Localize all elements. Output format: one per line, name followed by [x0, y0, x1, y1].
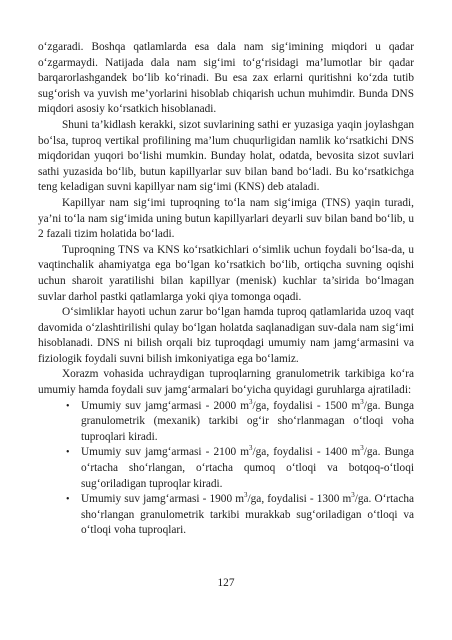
list-item — [38, 492, 414, 539]
bullet-list — [38, 399, 414, 539]
bullet-text-useful: /ga, foydalisi - 1300 m — [247, 493, 352, 506]
superscript: 3 — [360, 444, 364, 453]
bullet-text-tail: /ga. O‘rtacha sho‘rlangan granulometrik tarkibi murakkab sug‘oriladigan o‘tloqi va o‘tloqi voha tuproqlari. — [81, 493, 414, 537]
bullet-text-total: Umumiy suv jamg‘armasi - 2000 m — [81, 399, 250, 412]
bullet-icon: • — [66, 447, 70, 459]
paragraph-osimliklar: O‘simliklar hayoti uchun zarur bo‘lgan hamda tuproq qatlamlarida uzoq vaqt davomida o‘zlashtirilishi qulay bo‘lgan holatda saqlanadigan suv-dala nam sig‘imi hisoblanadi. DNS ni bilish orqali biz tuproqdagi umumiy nam jamg‘armasini va fiziologik foydali suvni bilish imkoniyatiga ega bo‘lamiz. — [38, 306, 414, 365]
bullet-text-total: Umumiy suv jamg‘armasi - 2100 m — [81, 446, 250, 459]
bullet-icon: • — [66, 494, 70, 506]
superscript: 3 — [244, 491, 248, 500]
paragraph-xorazm: Xorazm vohasida uchraydigan tuproqlarning granulometrik tarkibiga ko‘ra umumiy hamda foydali suv jamg‘armalari bo‘yicha quyidagi guruhlarga ajratiladi: — [38, 368, 414, 397]
superscript: 3 — [249, 397, 253, 406]
paragraph-kapillyar-nam: Kapillyar nam sig‘imi tuproqning to‘la nam sig‘imiga (TNS) yaqin turadi, ya’ni to‘la nam sig‘imida uning butun kapillyarlari deyarli suv bilan band bo‘lib, u 2 fazali tizim holatida bo‘ladi. — [38, 196, 414, 241]
bullet-text-total: Umumiy suv jamg‘armasi - 1900 m — [81, 493, 245, 506]
list-item — [38, 445, 414, 492]
paragraph-sizot-suvlari: Shuni ta’kidlash kerakki, sizot suvlarining sathi er yuzasiga yaqin joylashgan bo‘lsa, tuproq vertikal profilining ma’lum chuqurligidan namlik ko‘rsatkichi DNS miqdoridan yuqori bo‘lishi mumkin. Bunday holat, odatda, bevosita sizot suvlari sathi yuzasida bo‘lib, butun kapillyarlar suv bilan band bo‘ladi. Bu ko‘rsatkichga teng keladigan suvni kapillyar nam sig‘imi (KNS) deb ataladi. — [38, 118, 414, 194]
bullet-text-tail: /ga. Bunga granulometrik (mexanik) tarkibi og‘ir sho‘rlanmagan o‘tloqi voha tuproqlari kiradi. — [81, 399, 414, 443]
bullet-text-useful: /ga, foydalisi - 1500 m — [252, 399, 361, 412]
list-item — [38, 399, 414, 446]
superscript: 3 — [249, 444, 253, 453]
paragraph-continued: o‘zgaradi. Boshqa qatlamlarda esa dala nam sig‘imining miqdori u qadar o‘zgarmaydi. Natijada dala nam sig‘imi to‘g‘risidagi ma’lumotlar bir qadar barqarorlashgandek bo‘lib ko‘rinadi. Bu esa zax erlarni quritishni ko‘zda tutib sug‘orish va yuvish me’yorlarini hisoblab chiqarish uchun muhimdir. Bunda DNS miqdori asosiy ko‘rsatkich hisoblanadi. — [38, 41, 414, 116]
bullet-text-useful: /ga, foydalisi - 1400 m — [252, 446, 361, 459]
paragraph-tns-kns: Tuproqning TNS va KNS ko‘rsatkichlari o‘simlik uchun foydali bo‘lsa-da, u vaqtinchalik ahamiyatga ega bo‘lgan ko‘rsatkich bo‘lib, ortiqcha suvning oqishi uchun sharoit yaratilishi bilan kapillyar (menisk) kuchlar ta’sirida bo‘lmagan suvlar darhol pastki qatlamlarga yoki qiya tomonga oqadi. — [38, 243, 414, 303]
bullet-text-tail: /ga. Bunga o‘rtacha sho‘rlangan, o‘rtacha qumoq o‘tloqi va botqoq-o‘tloqi sug‘oriladigan tuproqlar kiradi. — [81, 446, 414, 490]
superscript: 3 — [351, 491, 355, 500]
page-number: 127 — [217, 577, 235, 589]
document-page — [38, 40, 414, 539]
superscript: 3 — [360, 397, 364, 406]
bullet-icon: • — [66, 400, 70, 412]
